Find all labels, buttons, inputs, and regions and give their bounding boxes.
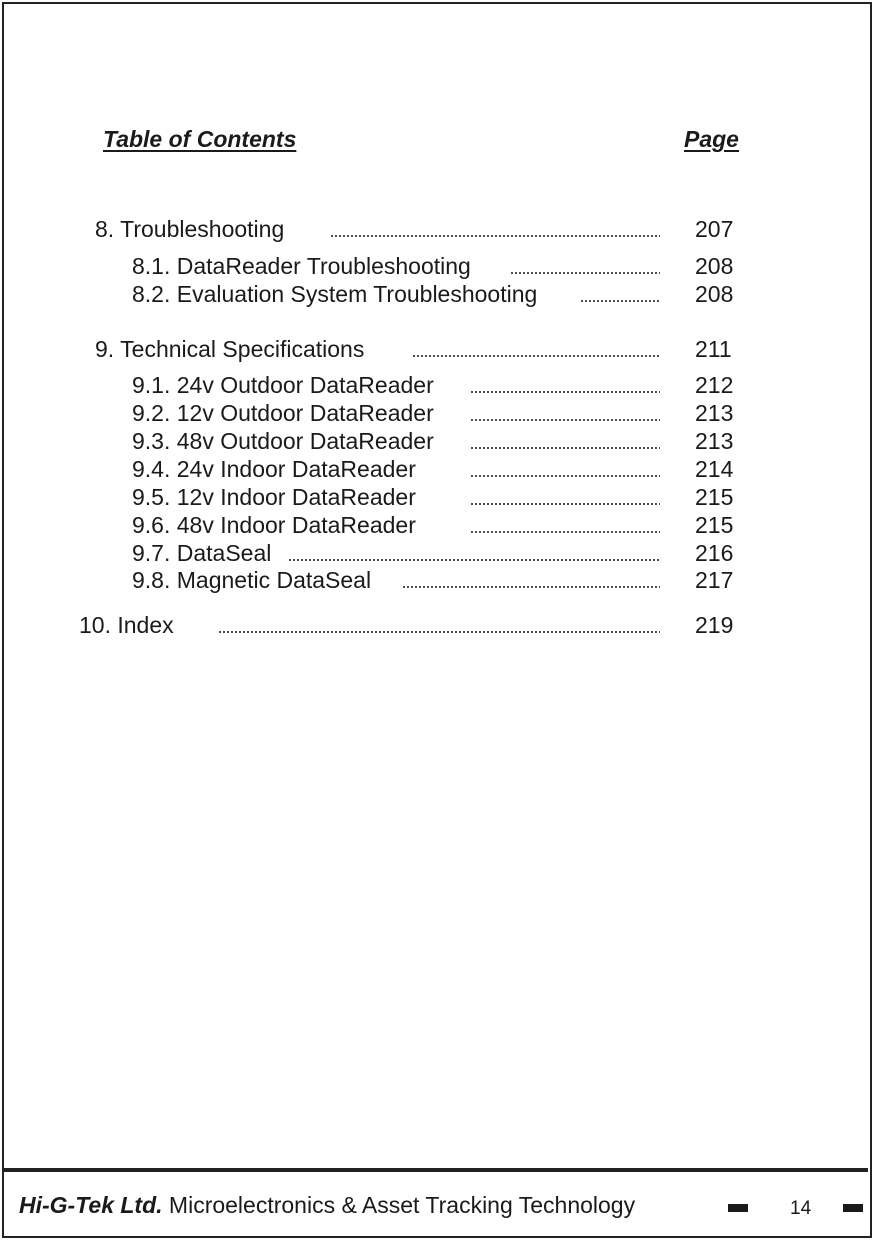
toc-entry-label: 9. Technical Specifications	[95, 336, 365, 362]
toc-entry-page: 207	[695, 216, 734, 242]
dot-leader	[470, 391, 660, 393]
toc-entry-page: 215	[695, 512, 734, 538]
page-marker-left	[728, 1204, 748, 1212]
dot-leader	[580, 300, 660, 302]
page-number: 14	[790, 1198, 812, 1219]
dot-leader	[470, 475, 660, 477]
toc-entry[interactable]	[0, 614, 876, 644]
toc-entry-label: 9.7. DataSeal	[132, 540, 272, 566]
toc-entry-label: 9.3. 48v Outdoor DataReader	[132, 428, 434, 454]
page-marker-right	[843, 1204, 863, 1212]
toc-entry-label: 9.2. 12v Outdoor DataReader	[132, 400, 434, 426]
toc-entry-label: 9.1. 24v Outdoor DataReader	[132, 372, 434, 398]
dot-leader	[330, 235, 660, 237]
toc-entry-page: 217	[695, 567, 734, 593]
toc-entry-page: 211	[695, 336, 732, 362]
dot-leader	[470, 503, 660, 505]
dot-leader	[470, 419, 660, 421]
toc-entry-label: 9.4. 24v Indoor DataReader	[132, 456, 416, 482]
dot-leader	[412, 355, 660, 357]
toc-title: Table of Contents	[103, 126, 297, 152]
toc-entry-page: 208	[695, 281, 734, 307]
toc-page-column-heading: Page	[684, 126, 739, 152]
toc-entry[interactable]	[0, 283, 876, 313]
dot-leader	[218, 631, 660, 633]
toc-entry-label: 9.6. 48v Indoor DataReader	[132, 512, 416, 538]
company-name: Hi-G-Tek Ltd.	[19, 1192, 163, 1218]
toc-entry[interactable]	[0, 218, 876, 248]
toc-entry-page: 215	[695, 484, 734, 510]
dot-leader	[510, 272, 660, 274]
toc-entry-label: 10. Index	[79, 612, 174, 638]
dot-leader	[402, 586, 660, 588]
dot-leader	[288, 559, 660, 561]
toc-entry-page: 208	[695, 253, 734, 279]
company-tagline: Microelectronics & Asset Tracking Technology	[168, 1192, 636, 1218]
toc-entry-label: 9.5. 12v Indoor DataReader	[132, 484, 416, 510]
toc-entry-page: 219	[695, 612, 734, 638]
toc-entry-page: 213	[695, 400, 734, 426]
toc-entry-label: 8.1. DataReader Troubleshooting	[132, 253, 471, 279]
footer-divider	[4, 1168, 868, 1172]
toc-entry-page: 212	[695, 372, 734, 398]
toc-entry-page: 213	[695, 428, 734, 454]
dot-leader	[470, 531, 660, 533]
toc-entry-label: 8.2. Evaluation System Troubleshooting	[132, 281, 538, 307]
toc-entry-page: 216	[695, 540, 734, 566]
toc-entry-label: 9.8. Magnetic DataSeal	[132, 567, 372, 593]
toc-entry[interactable]	[0, 569, 876, 599]
footer-text	[19, 1194, 635, 1217]
toc-entry-page: 214	[695, 456, 734, 482]
dot-leader	[470, 447, 660, 449]
toc-entry-label: 8. Troubleshooting	[95, 216, 285, 242]
toc-entry[interactable]	[0, 338, 876, 368]
